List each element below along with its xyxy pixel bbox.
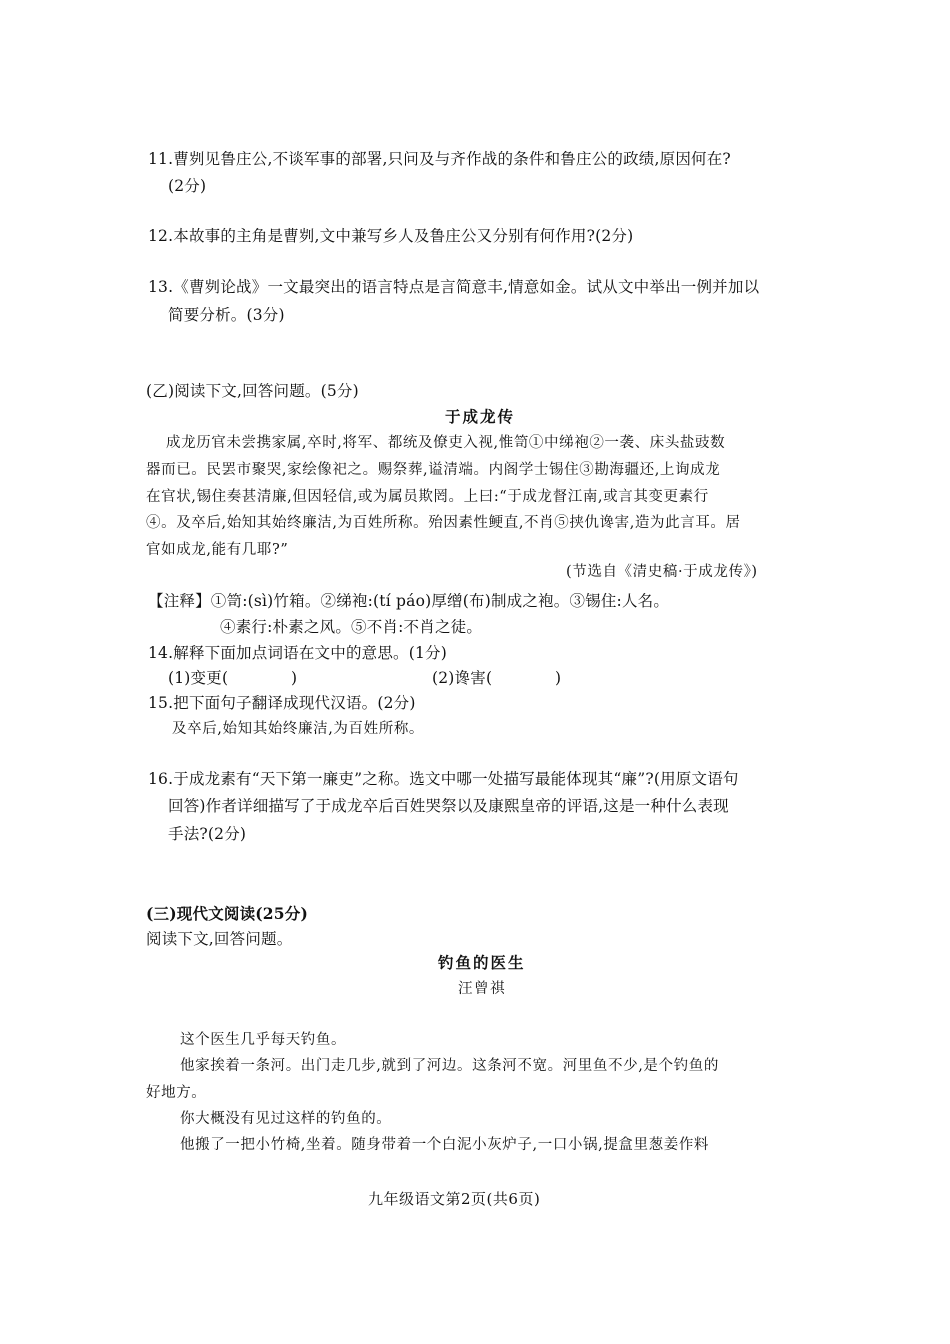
story-title: 钓鱼的医生 — [438, 953, 526, 972]
question-16-line-3: 手法?(2分) — [168, 825, 247, 843]
page-footer: 九年级语文第2页(共6页) — [368, 1190, 541, 1208]
passage-line: ④。及卒后,始知其始终廉洁,为百姓所称。殆因素性鲠直,不肖⑤挟仇谗害,造为此言耳。居 — [146, 515, 741, 531]
passage-line: 官如成龙,能有几耶?” — [146, 542, 289, 558]
story-paragraph: 他家挨着一条河。出门走几步,就到了河边。这条河不宽。河里鱼不少,是个钓鱼的 — [180, 1058, 719, 1074]
section-san-instruction: 阅读下文,回答问题。 — [146, 930, 293, 948]
story-paragraph: 他搬了一把小竹椅,坐着。随身带着一个白泥小灰炉子,一口小锅,提盒里葱姜作料 — [180, 1137, 710, 1153]
passage-line: 器而已。民罢市聚哭,家绘像祀之。赐祭葬,谥清端。内阁学士锡住③勘海疆还,上询成龙 — [146, 462, 721, 478]
annotation-line-2: ④素行:朴素之风。⑤不肖:不肖之徒。 — [220, 618, 483, 636]
question-14-item-2: (2)谗害( ) — [432, 669, 562, 687]
question-12: 12.本故事的主角是曹刿,文中兼写乡人及鲁庄公又分别有何作用?(2分) — [148, 227, 634, 245]
story-paragraph: 好地方。 — [146, 1085, 207, 1101]
passage-source: (节选自《清史稿·于成龙传》) — [566, 564, 758, 580]
passage-line: 在官状,锡住奏甚清廉,但因轻信,或为属员欺罔。上曰:“于成龙督江南,或言其变更素行 — [146, 489, 709, 505]
question-15-sentence: 及卒后,始知其始终廉洁,为百姓所称。 — [172, 721, 425, 737]
story-paragraph: 你大概没有见过这样的钓鱼的。 — [180, 1111, 392, 1127]
question-13-line-2: 简要分析。(3分) — [168, 306, 285, 324]
passage-line: 成龙历官未尝携家属,卒时,将军、都统及僚吏入视,惟笥①中绨袍②一袭、床头盐豉数 — [166, 435, 726, 451]
story-author: 汪曾祺 — [458, 981, 506, 997]
story-paragraph: 这个医生几乎每天钓鱼。 — [180, 1032, 347, 1048]
question-15: 15.把下面句子翻译成现代汉语。(2分) — [148, 694, 416, 712]
question-16-line-1: 16.于成龙素有“天下第一廉吏”之称。选文中哪一处描写最能体现其“廉”?(用原文语句 — [148, 770, 739, 788]
question-14-item-1: (1)变更( ) — [168, 669, 298, 687]
question-13-line-1: 13.《曹刿论战》一文最突出的语言特点是言简意丰,情意如金。试从文中举出一例并加以 — [148, 278, 760, 296]
passage-title-yu-chenglong: 于成龙传 — [445, 407, 516, 426]
section-san-heading: (三)现代文阅读(25分) — [146, 904, 309, 923]
section-yi-heading: (乙)阅读下文,回答问题。(5分) — [146, 382, 359, 400]
question-11-line-2: (2分) — [168, 177, 207, 195]
question-11-line-1: 11.曹刿见鲁庄公,不谈军事的部署,只问及与齐作战的条件和鲁庄公的政绩,原因何在? — [148, 150, 731, 168]
annotation-line-1: 【注释】①笥:(sì)竹箱。②绨袍:(tí páo)厚缯(布)制成之袍。③锡住:人名。 — [148, 592, 670, 610]
question-16-line-2: 回答)作者详细描写了于成龙卒后百姓哭祭以及康熙皇帝的评语,这是一种什么表现 — [168, 797, 729, 815]
question-14: 14.解释下面加点词语在文中的意思。(1分) — [148, 644, 448, 662]
